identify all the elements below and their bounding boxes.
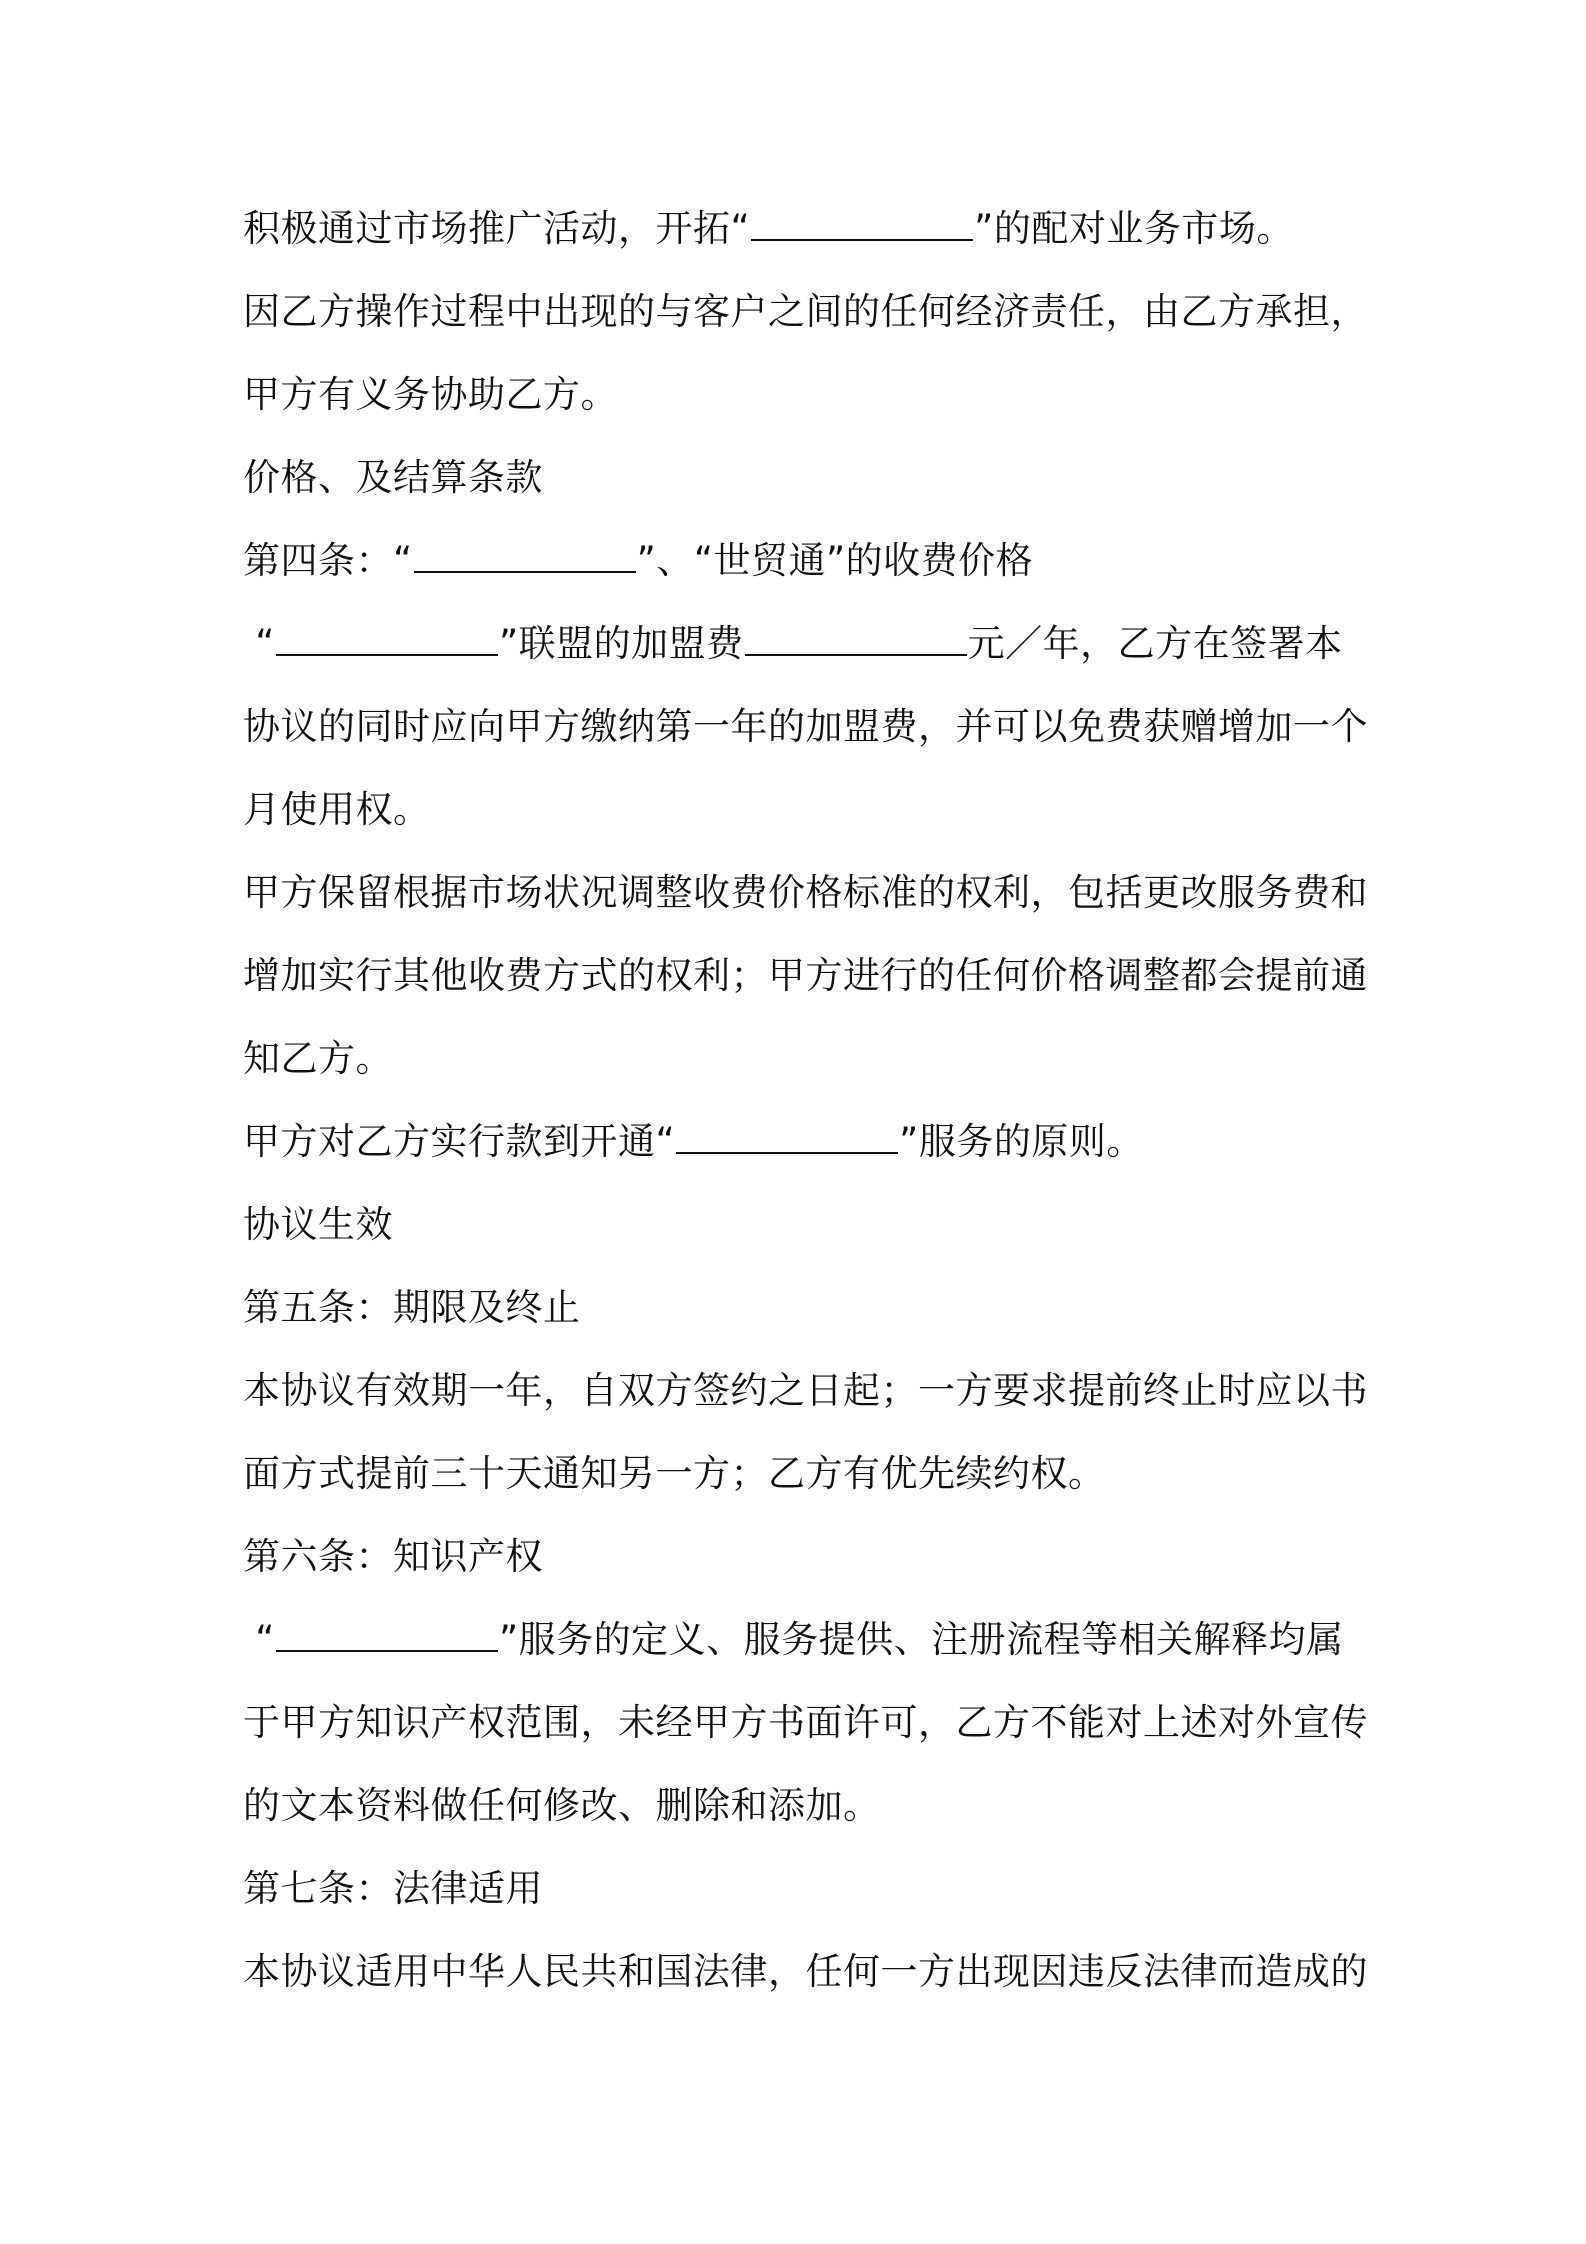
text-segment: 面方式提前三十天通知另一方；乙方有优先续约权。 [243, 1452, 1106, 1495]
fill-in-blank [414, 541, 636, 573]
text-segment: 协议的同时应向甲方缴纳第一年的加盟费，并可以免费获赠增加一个 [243, 705, 1368, 748]
text-segment: ”的配对业务市场。 [974, 207, 1294, 250]
fill-in-blank [676, 1122, 898, 1154]
paragraph-line-3 [243, 367, 1363, 423]
text-segment: 本协议有效期一年，自双方签约之日起；一方要求提前终止时应以书 [243, 1369, 1368, 1412]
fill-in-blank [751, 209, 973, 241]
text-segment: 元／年，乙方在签署本 [967, 622, 1343, 665]
paragraph-line-16 [243, 1446, 1363, 1502]
article-5-title [243, 1280, 1363, 1336]
text-segment: ”服务的原则。 [899, 1120, 1144, 1163]
section-heading-effect [243, 1197, 1363, 1253]
paragraph-line-1 [243, 201, 1363, 257]
article-4-title [243, 533, 1363, 589]
text-segment: 甲方对乙方实行款到开通“ [243, 1120, 676, 1163]
text-segment: 月使用权。 [243, 788, 431, 831]
text-segment: 甲方有义务协助乙方。 [243, 373, 618, 416]
article-6-title [243, 1529, 1363, 1585]
section-heading-pricing [243, 450, 1363, 506]
paragraph-line-8 [243, 782, 1363, 838]
text-segment: “ [243, 622, 275, 665]
text-segment: 第七条：法律适用 [243, 1867, 543, 1910]
paragraph-line-19 [243, 1695, 1368, 1751]
paragraph-line-15 [243, 1363, 1368, 1419]
paragraph-line-11 [243, 1031, 1363, 1087]
paragraph-line-10 [243, 948, 1368, 1004]
text-segment: 第四条：“ [243, 539, 413, 582]
text-segment: 增加实行其他收费方式的权利；甲方进行的任何价格调整都会提前通 [243, 954, 1368, 997]
text-segment: ”、“世贸通”的收费价格 [636, 539, 1034, 582]
article-7-title [243, 1861, 1363, 1917]
fill-in-blank [745, 624, 967, 656]
paragraph-line-20 [243, 1778, 1363, 1834]
text-segment: 积极通过市场推广活动，开拓“ [243, 207, 751, 250]
text-segment: ”服务的定义、服务提供、注册流程等相关解释均属 [498, 1618, 1344, 1661]
paragraph-line-9 [243, 865, 1368, 921]
paragraph-line-22 [243, 1944, 1368, 2000]
text-segment: 第五条：期限及终止 [243, 1286, 581, 1329]
paragraph-line-6 [243, 616, 1363, 672]
text-segment: 甲方保留根据市场状况调整收费价格标准的权利，包括更改服务费和 [243, 871, 1368, 914]
text-segment: 知乙方。 [243, 1037, 393, 1080]
fill-in-blank [276, 624, 498, 656]
text-segment: 于甲方知识产权范围，未经甲方书面许可，乙方不能对上述对外宣传 [243, 1701, 1368, 1744]
text-segment: “ [243, 1618, 275, 1661]
text-segment: 的文本资料做任何修改、删除和添加。 [243, 1784, 881, 1827]
text-segment: 因乙方操作过程中出现的与客户之间的任何经济责任，由乙方承担， [243, 290, 1368, 333]
paragraph-line-12 [243, 1114, 1363, 1170]
text-segment: 价格、及结算条款 [243, 456, 543, 499]
paragraph-line-7 [243, 699, 1368, 755]
text-segment: ”联盟的加盟费 [498, 622, 744, 665]
text-segment: 第六条：知识产权 [243, 1535, 543, 1578]
text-segment: 本协议适用中华人民共和国法律，任何一方出现因违反法律而造成的 [243, 1950, 1368, 1993]
paragraph-line-18 [243, 1612, 1363, 1668]
fill-in-blank [276, 1620, 498, 1652]
text-segment: 协议生效 [243, 1203, 393, 1246]
paragraph-line-2 [243, 284, 1368, 340]
